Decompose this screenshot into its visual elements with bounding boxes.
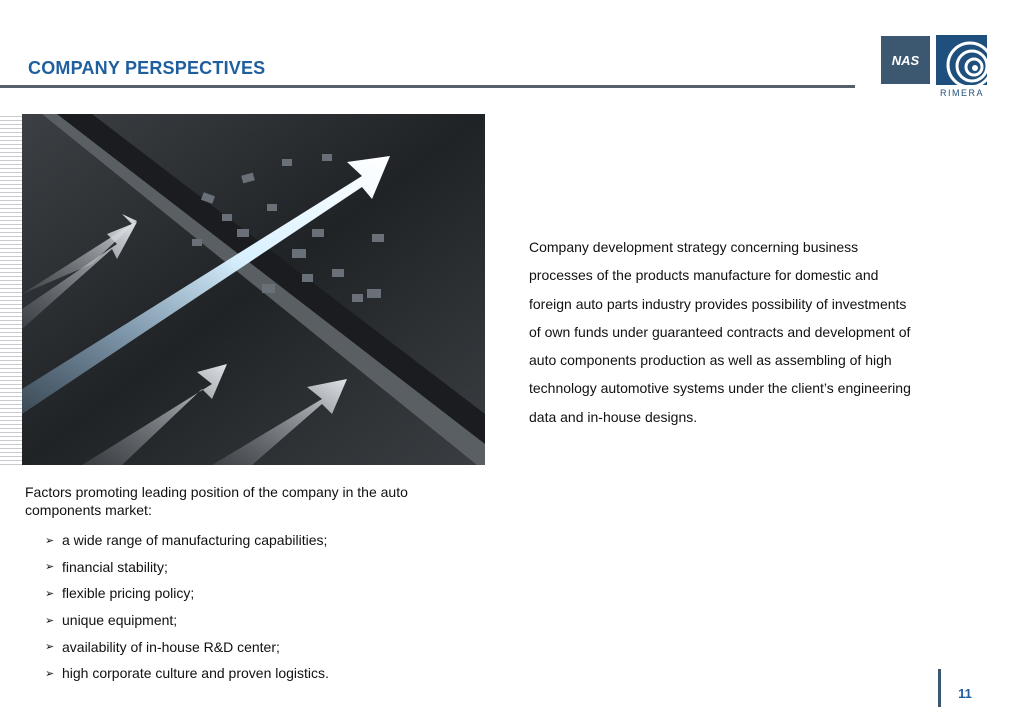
company-strategy-text: Company development strategy concerning business processes of the products manufacture for domestic and foreign auto parts industry provides possibility of investments of own funds under guaranteed contracts and development of auto components production as well as assembling of high technology automotive systems under the client’s engineering data and in-house designs.	[529, 239, 911, 425]
page-number-divider	[938, 669, 941, 707]
arrow-bullet-icon: ➢	[45, 587, 55, 600]
page-title: COMPANY PERSPECTIVES	[28, 58, 266, 78]
rimera-swirl-icon	[936, 35, 987, 85]
list-item: ➢ flexible pricing policy;	[45, 585, 195, 602]
list-item: ➢ financial stability;	[45, 558, 168, 575]
arrow-bullet-icon: ➢	[45, 561, 55, 574]
nas-logo	[881, 36, 930, 84]
arrow-bullet-icon: ➢	[45, 534, 55, 547]
arrow-bullet-icon: ➢	[45, 641, 55, 654]
breakthrough-arrow-image	[22, 114, 485, 465]
rimera-logo-text: RIMERA	[939, 88, 984, 98]
page-number: 11	[958, 686, 972, 701]
rimera-logo-icon	[936, 35, 987, 85]
list-item: ➢ unique equipment;	[45, 612, 178, 629]
arrow-bullet-icon: ➢	[45, 667, 55, 680]
title-divider	[0, 85, 855, 88]
arrow-bullet-icon: ➢	[45, 614, 55, 627]
list-item: ➢ availability of in-house R&D center;	[45, 638, 280, 655]
factors-heading: Factors promoting leading position of the company in the auto components market:	[25, 484, 408, 518]
decorative-stripes	[0, 116, 22, 466]
list-item: ➢ a wide range of manufacturing capabilities;	[45, 532, 328, 549]
nas-logo-text: NAS	[891, 52, 920, 68]
list-item: ➢ high corporate culture and proven logistics.	[45, 665, 329, 682]
factors-list	[45, 527, 329, 687]
